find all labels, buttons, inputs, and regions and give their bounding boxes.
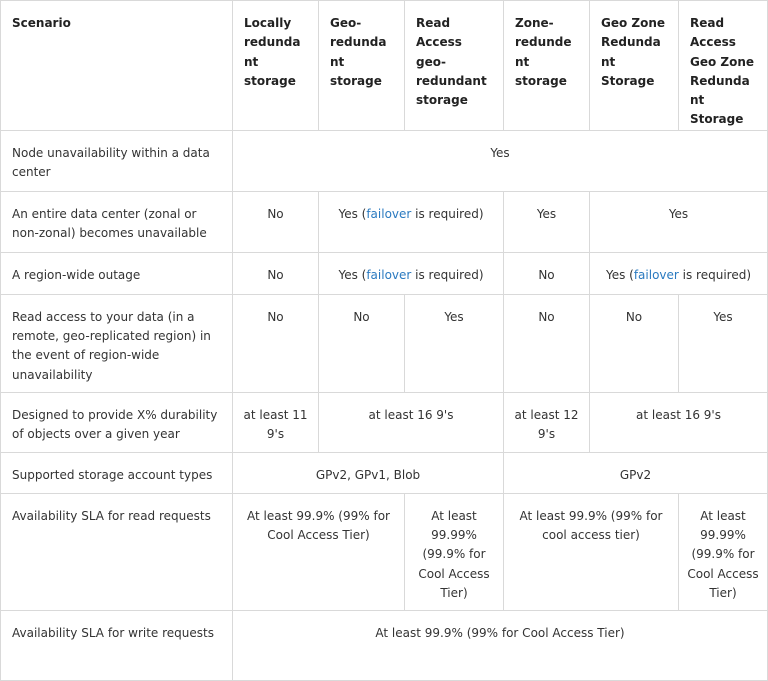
value-cell: at least 11 9's (233, 392, 319, 452)
value-cell: At least 99.99% (99.9% for Cool Access Tier) (679, 493, 768, 610)
table-row (1, 294, 768, 392)
table-row (1, 392, 768, 452)
table-row (1, 252, 768, 294)
header-zrs: Zone-redundent storage (504, 1, 590, 131)
value-cell (319, 191, 504, 252)
scenario-cell: An entire data center (zonal or non-zonal) becomes unavailable (1, 191, 233, 252)
failover-link[interactable]: failover (366, 206, 412, 221)
header-row (1, 1, 768, 131)
table-row (1, 191, 768, 252)
value-cell: No (590, 294, 679, 392)
value-cell: GPv2 (504, 452, 768, 493)
failover-link[interactable]: failover (366, 267, 412, 282)
value-cell (590, 252, 768, 294)
scenario-cell: Supported storage account types (1, 452, 233, 493)
scenario-cell: Designed to provide X% durability of objects over a given year (1, 392, 233, 452)
table-row (1, 493, 768, 610)
value-cell: GPv2, GPv1, Blob (233, 452, 504, 493)
value-cell: Yes (405, 294, 504, 392)
value-prefix: Yes ( (338, 267, 367, 282)
value-cell: No (504, 294, 590, 392)
value-cell (319, 252, 504, 294)
value-suffix: is required) (411, 206, 484, 221)
value-cell: At least 99.99% (99.9% for Cool Access Tier) (405, 493, 504, 610)
value-prefix: Yes ( (605, 267, 634, 282)
table-row (1, 130, 768, 191)
table-row (1, 452, 768, 493)
value-suffix: is required) (678, 267, 752, 282)
header-lrs: Locally redundant storage (233, 1, 319, 131)
header-ra-grs: Read Access geo-redundant storage (405, 1, 504, 131)
value-cell: At least 99.9% (99% for Cool Access Tier) (233, 610, 768, 680)
failover-link[interactable]: failover (633, 267, 679, 282)
scenario-cell: Node unavailability within a data center (1, 130, 233, 191)
value-cell: Yes (679, 294, 768, 392)
header-gzrs: Geo Zone Redundant Storage (590, 1, 679, 131)
value-cell: At least 99.9% (99% for cool access tier) (504, 493, 679, 610)
value-cell: at least 12 9's (504, 392, 590, 452)
value-cell: No (233, 294, 319, 392)
value-cell: at least 16 9's (590, 392, 768, 452)
value-cell: No (504, 252, 590, 294)
value-cell: No (233, 191, 319, 252)
value-cell: No (319, 294, 405, 392)
scenario-cell: A region-wide outage (1, 252, 233, 294)
scenario-cell: Availability SLA for write requests (1, 610, 233, 680)
value-suffix: is required) (411, 267, 484, 282)
header-scenario: Scenario (1, 1, 233, 131)
header-grs: Geo-redundant storage (319, 1, 405, 131)
scenario-cell: Read access to your data (in a remote, geo-replicated region) in the event of region-wide unavailability (1, 294, 233, 392)
value-cell: Yes (590, 191, 768, 252)
value-cell: No (233, 252, 319, 294)
value-cell: At least 99.9% (99% for Cool Access Tier) (233, 493, 405, 610)
value-cell: Yes (233, 130, 768, 191)
value-prefix: Yes ( (338, 206, 367, 221)
value-cell: at least 16 9's (319, 392, 504, 452)
header-ra-gzrs: Read Access Geo Zone Redundant Storage (679, 1, 768, 131)
value-cell: Yes (504, 191, 590, 252)
scenario-cell: Availability SLA for read requests (1, 493, 233, 610)
